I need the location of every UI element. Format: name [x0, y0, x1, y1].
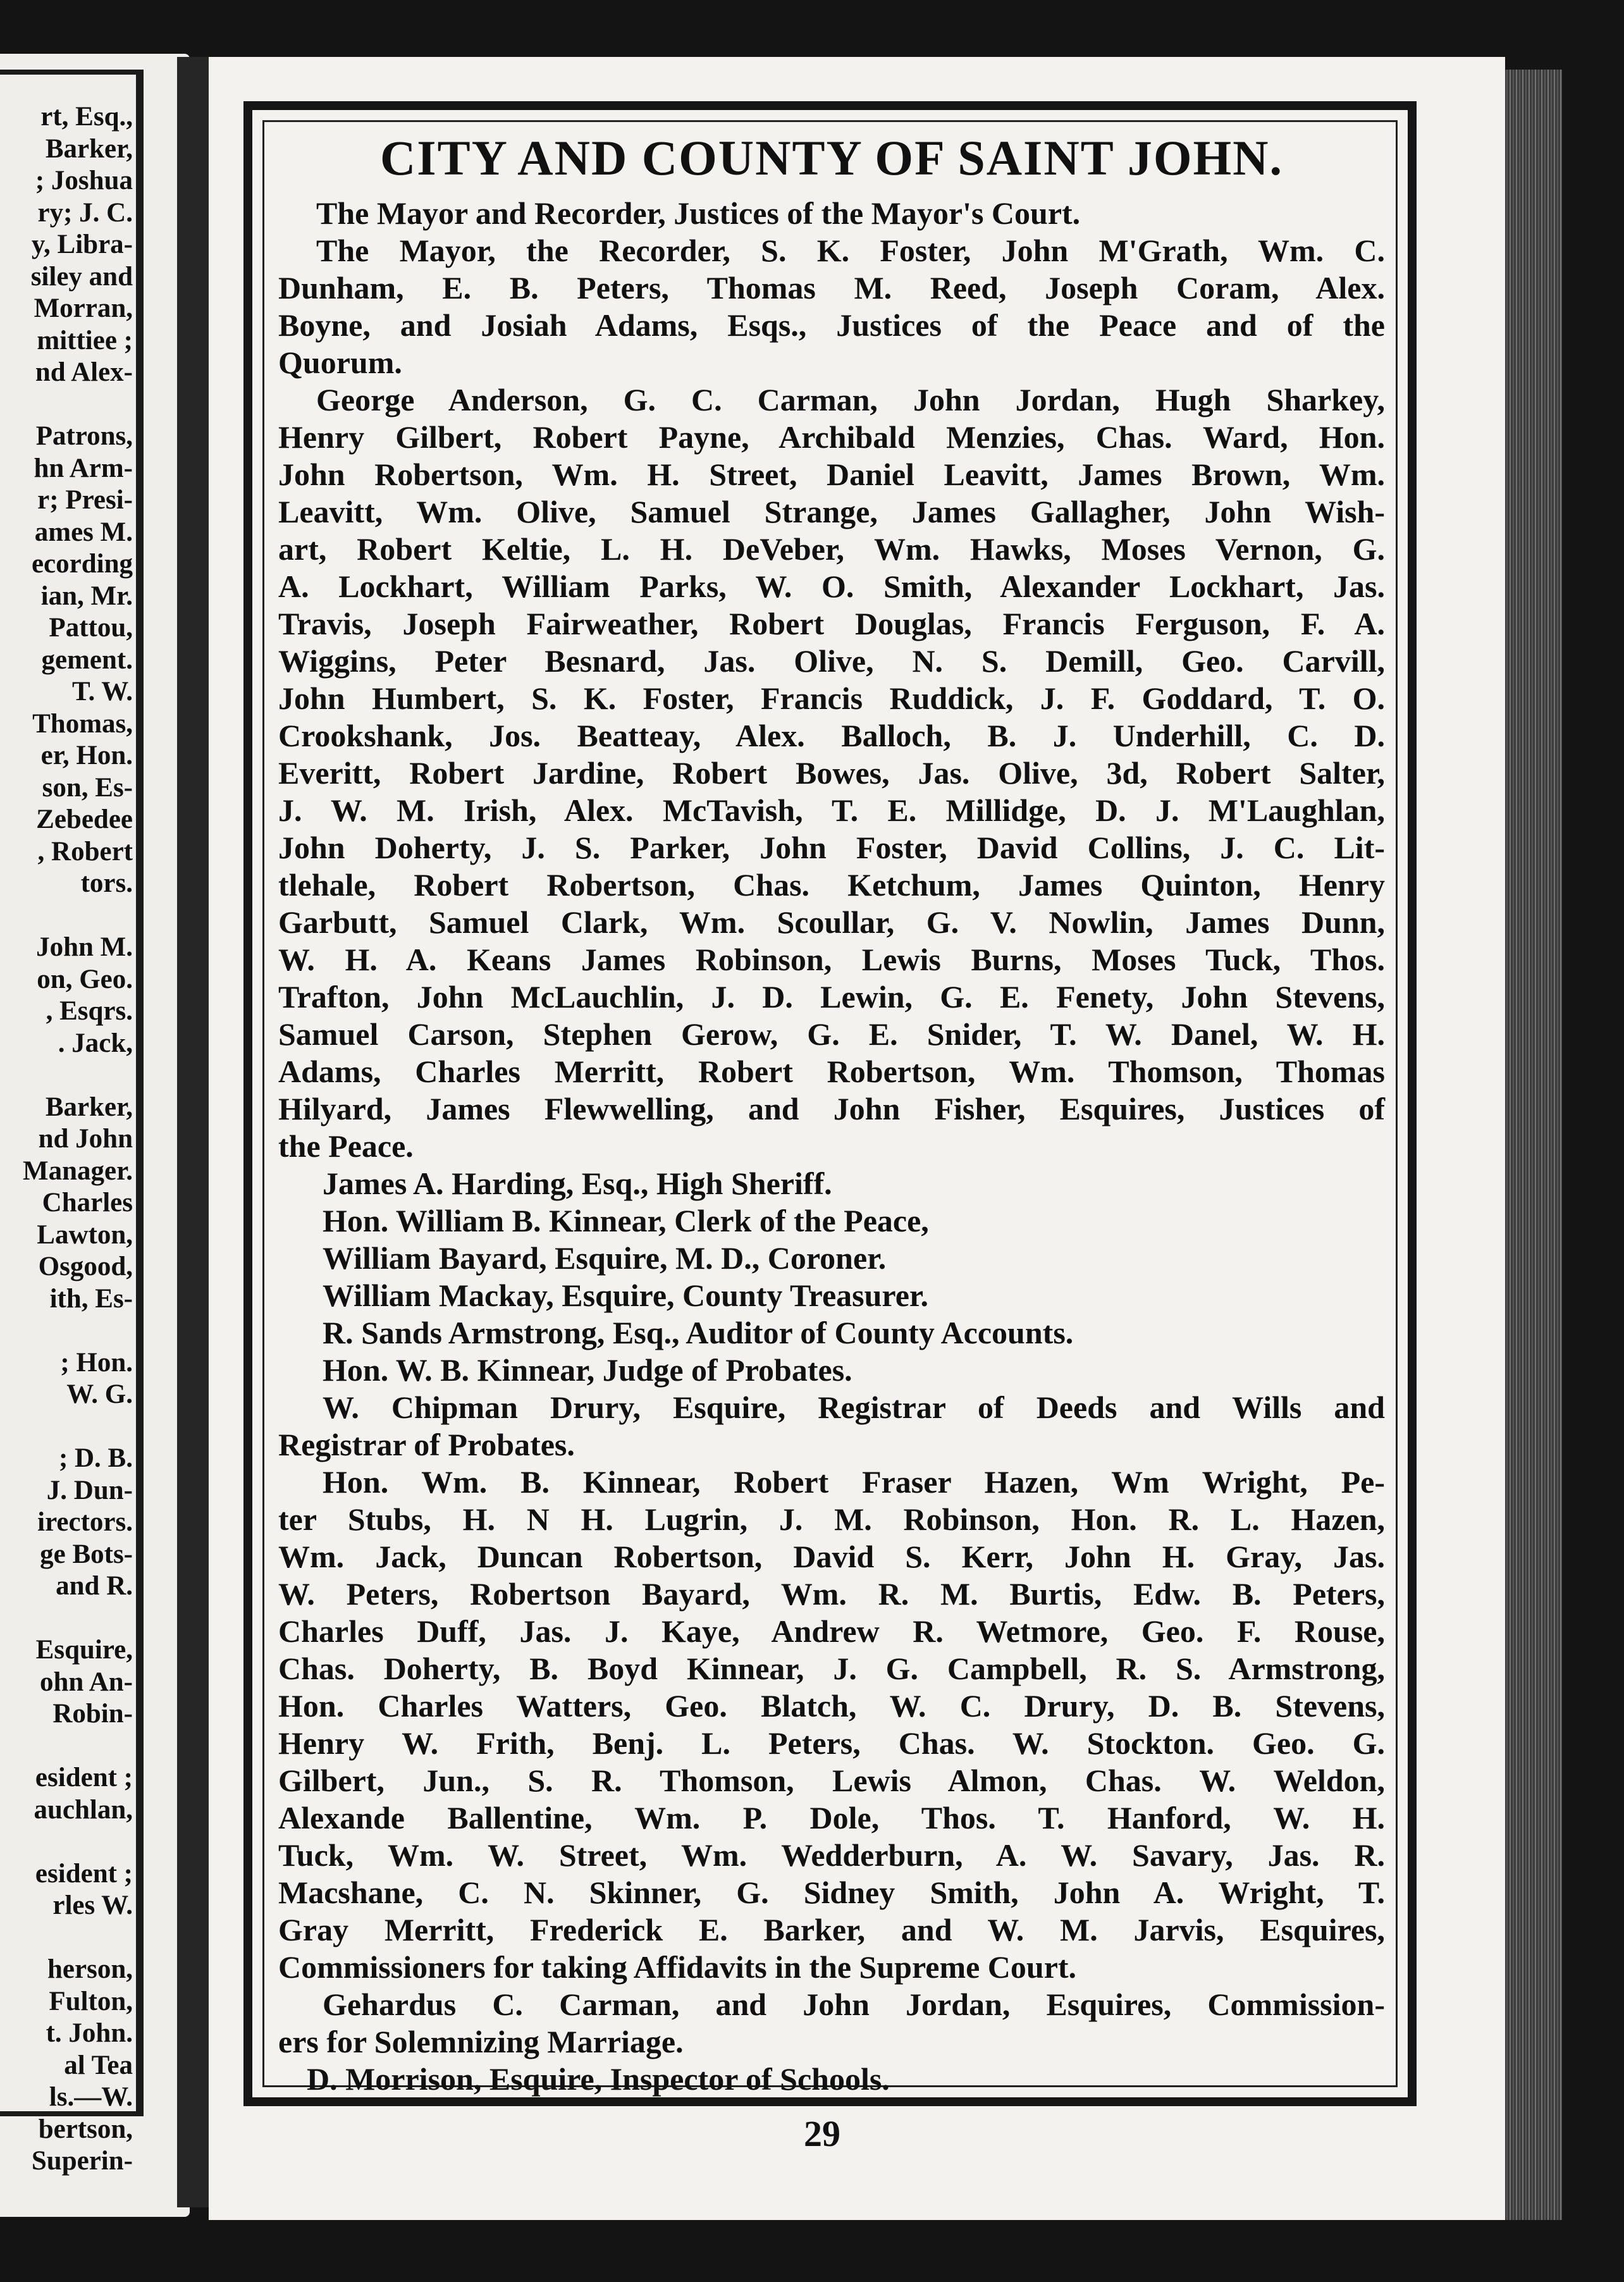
body-text [278, 195, 1385, 2098]
text-line: Alexande Ballentine, Wm. P. Dole, Thos. T. Hanford, W. H. [278, 1800, 1385, 1835]
previous-page-line: , Esqrs. [46, 996, 133, 1026]
text-line: John Doherty, J. S. Parker, John Foster, David Collins, J. C. Lit- [278, 830, 1385, 865]
previous-page-line: J. Dun- [46, 1475, 133, 1505]
text-line: Wm. Jack, Duncan Robertson, David S. Kerr, John H. Gray, Jas. [278, 1539, 1385, 1574]
previous-page-line: ry; J. C. [37, 197, 133, 228]
text-line: Henry W. Frith, Benj. L. Peters, Chas. W. Stockton. Geo. G. [278, 1725, 1385, 1761]
previous-page-line: t. John. [46, 2018, 133, 2048]
previous-page-line: ; Joshua [35, 166, 133, 195]
text-line: William Bayard, Esquire, M. D., Coroner. [323, 1240, 887, 1276]
text-line: J. W. M. Irish, Alex. McTavish, T. E. Millidge, D. J. M'Laughlan, [278, 793, 1385, 828]
text-line: tlehale, Robert Robertson, Chas. Ketchum, James Quinton, Henry [278, 867, 1385, 903]
previous-page-line: nd Alex- [35, 357, 133, 387]
text-line: Gray Merritt, Frederick E. Barker, and W. M. Jarvis, Esquires, [278, 1912, 1385, 1947]
previous-page-line: ; D. B. [58, 1443, 133, 1473]
text-line: Crookshank, Jos. Beatteay, Alex. Balloch, B. J. Underhill, C. D. [278, 718, 1385, 753]
previous-page-line: Manager. [23, 1156, 133, 1186]
page-number: 29 [804, 2113, 840, 2154]
text-line: John Robertson, Wm. H. Street, Daniel Leavitt, James Brown, Wm. [278, 457, 1385, 492]
text-line: James A. Harding, Esq., High Sheriff. [323, 1166, 832, 1201]
previous-page-line: ames M. [34, 517, 133, 547]
text-line: Samuel Carson, Stephen Gerow, G. E. Snider, T. W. Danel, W. H. [278, 1016, 1385, 1052]
previous-page-line [0, 1315, 133, 1347]
page-content [278, 126, 1385, 2098]
text-line: Trafton, John McLauchlin, J. D. Lewin, G. E. Fenety, John Stevens, [278, 979, 1385, 1015]
previous-page-line: W. G. [66, 1379, 133, 1409]
text-line: The Mayor, the Recorder, S. K. Foster, John M'Grath, Wm. C. [316, 233, 1385, 268]
text-line: Dunham, E. B. Peters, Thomas M. Reed, Joseph Coram, Alex. [278, 270, 1385, 305]
text-line: ers for Solemnizing Marriage. [278, 2024, 684, 2059]
previous-page-line: Pattou, [49, 613, 133, 643]
previous-page-line: , Robert [37, 836, 133, 867]
previous-page-line: irectors. [37, 1507, 133, 1537]
text-line: Hon. Charles Watters, Geo. Blatch, W. C. Drury, D. B. Stevens, [278, 1688, 1385, 1724]
previous-page-line: esident ; [35, 1858, 133, 1889]
previous-page-line: Barker, [45, 133, 133, 164]
text-line: Tuck, Wm. W. Street, Wm. Wedderburn, A. W. Savary, Jas. R. [278, 1837, 1385, 1873]
previous-page-line: ith, Es- [49, 1283, 133, 1314]
previous-page-line: rt, Esq., [40, 102, 133, 132]
previous-page-line: Osgood, [38, 1252, 133, 1281]
previous-page-line: Charles [42, 1188, 133, 1218]
previous-page-line [0, 1922, 133, 1954]
page-edges [1505, 70, 1562, 2220]
text-line: John Humbert, S. K. Foster, Francis Ruddick, J. F. Goddard, T. O. [278, 681, 1385, 716]
previous-page-line: Barker, [45, 1092, 133, 1122]
previous-page-line: ge Bots- [40, 1539, 133, 1569]
text-line: the Peace. [278, 1128, 414, 1164]
text-line: Commissioners for taking Affidavits in the Supreme Court. [278, 1949, 1077, 1985]
previous-page-line: Thomas, [32, 708, 133, 739]
text-line: Hon. W. B. Kinnear, Judge of Probates. [323, 1352, 852, 1388]
previous-page-line: auchlan, [34, 1794, 133, 1825]
previous-page-line: son, Es- [42, 772, 133, 803]
text-line: The Mayor and Recorder, Justices of the Mayor's Court. [316, 195, 1081, 231]
previous-page-line: herson, [47, 1954, 133, 1984]
text-line: D. Morrison, Esquire, Inspector of Schools. [307, 2061, 890, 2097]
previous-page-line: gement. [41, 645, 133, 675]
previous-page-line: tors. [80, 868, 133, 898]
previous-page-line: John M. [36, 932, 133, 962]
previous-page-line: rles W. [52, 1890, 133, 1920]
text-line: George Anderson, G. C. Carman, John Jordan, Hugh Sharkey, [316, 382, 1385, 417]
text-line: W. Peters, Robertson Bayard, Wm. R. M. Burtis, Edw. B. Peters, [278, 1576, 1385, 1612]
previous-page-line: ian, Mr. [40, 581, 133, 611]
previous-page-line: esident ; [35, 1763, 133, 1792]
text-line: Leavitt, Wm. Olive, Samuel Strange, James Gallagher, John Wish- [278, 494, 1385, 529]
previous-page-line: ls.—W. [49, 2082, 133, 2112]
previous-page-line: al Tea [64, 2050, 133, 2080]
text-line: Macshane, C. N. Skinner, G. Sidney Smith, John A. Wright, T. [278, 1875, 1385, 1910]
page-heading: CITY AND COUNTY OF SAINT JOHN. [379, 130, 1284, 185]
previous-page-line: Fulton, [49, 1986, 133, 2016]
previous-page-line [0, 1059, 133, 1092]
text-line: William Mackay, Esquire, County Treasurer. [323, 1278, 928, 1313]
previous-page-line: ohn An- [40, 1667, 133, 1697]
text-line: Hon. William B. Kinnear, Clerk of the Peace, [323, 1203, 929, 1238]
previous-page-line: Esquire, [35, 1635, 133, 1665]
text-line: art, Robert Keltie, L. H. DeVeber, Wm. Hawks, Moses Vernon, G. [278, 531, 1385, 567]
previous-page-line: r; Presi- [37, 485, 133, 515]
text-line: Henry Gilbert, Robert Payne, Archibald Menzies, Chas. Ward, Hon. [278, 419, 1385, 455]
previous-page-line: mittiee ; [37, 325, 133, 355]
text-line: W. Chipman Drury, Esquire, Registrar of Deeds and Wills and [323, 1390, 1385, 1425]
previous-page-line: bertson, [38, 2114, 133, 2144]
previous-page-line: . Jack, [58, 1028, 133, 1058]
previous-page-line: ecording [31, 549, 133, 579]
text-line: Hilyard, James Flewwelling, and John Fisher, Esquires, Justices of [278, 1091, 1385, 1126]
text-line: Travis, Joseph Fairweather, Robert Douglas, Francis Ferguson, F. A. [278, 606, 1385, 641]
text-line: Chas. Doherty, B. Boyd Kinnear, J. G. Campbell, R. S. Armstrong, [278, 1651, 1385, 1686]
text-line: Quorum. [278, 345, 402, 380]
previous-page-line: T. W. [71, 677, 133, 706]
text-line: ter Stubs, H. N H. Lugrin, J. M. Robinson, Hon. R. L. Hazen, [278, 1502, 1385, 1537]
text-line: W. H. A. Keans James Robinson, Lewis Burns, Moses Tuck, Thos. [278, 942, 1385, 977]
previous-page-line [0, 389, 133, 421]
text-line: Wiggins, Peter Besnard, Jas. Olive, N. S. Demill, Geo. Carvill, [278, 643, 1385, 679]
previous-page-line: ; Hon. [60, 1347, 133, 1378]
previous-page-line: Robin- [52, 1699, 133, 1729]
text-line: Hon. Wm. B. Kinnear, Robert Fraser Hazen, Wm Wright, Pe- [323, 1464, 1385, 1500]
previous-page-line: on, Geo. [37, 964, 133, 994]
previous-page-line [0, 1411, 133, 1443]
previous-page-line [0, 900, 133, 932]
text-line: Boyne, and Josiah Adams, Esqs., Justices of the Peace and of the [278, 307, 1385, 343]
previous-page-line: nd John [38, 1124, 133, 1154]
previous-page-line: and R. [56, 1571, 133, 1601]
previous-page-line: Superin- [31, 2146, 133, 2176]
text-line: Everitt, Robert Jardine, Robert Bowes, Jas. Olive, 3d, Robert Salter, [278, 755, 1385, 791]
text-line: Charles Duff, Jas. J. Kaye, Andrew R. Wetmore, Geo. F. Rouse, [278, 1613, 1385, 1649]
previous-page-line: y, Libra- [31, 230, 133, 259]
text-line: Gehardus C. Carman, and John Jordan, Esquires, Commission- [323, 1987, 1385, 2022]
previous-page-line: hn Arm- [34, 453, 133, 483]
previous-page-line: er, Hon. [40, 741, 133, 770]
previous-page-line [0, 1603, 133, 1635]
previous-page-line: Zebedee [36, 805, 133, 834]
previous-page-line: Lawton, [37, 1219, 133, 1250]
text-line: A. Lockhart, William Parks, W. O. Smith, Alexander Lockhart, Jas. [278, 569, 1385, 604]
text-line: Adams, Charles Merritt, Robert Robertson, Wm. Thomson, Thomas [278, 1054, 1385, 1089]
text-line: Gilbert, Jun., S. R. Thomson, Lewis Almon, Chas. W. Weldon, [278, 1763, 1385, 1798]
text-line: R. Sands Armstrong, Esq., Auditor of County Accounts. [323, 1315, 1074, 1350]
previous-page-line [0, 1826, 133, 1858]
previous-page-line [0, 1730, 133, 1763]
previous-page-text [0, 101, 133, 2178]
previous-page-line: Patrons, [35, 421, 133, 451]
text-line: Registrar of Probates. [278, 1427, 575, 1462]
previous-page-line: siley and [30, 261, 133, 292]
text-line: Garbutt, Samuel Clark, Wm. Scoullar, G. V. Nowlin, James Dunn, [278, 904, 1385, 940]
previous-page-line: Morran, [34, 293, 133, 323]
